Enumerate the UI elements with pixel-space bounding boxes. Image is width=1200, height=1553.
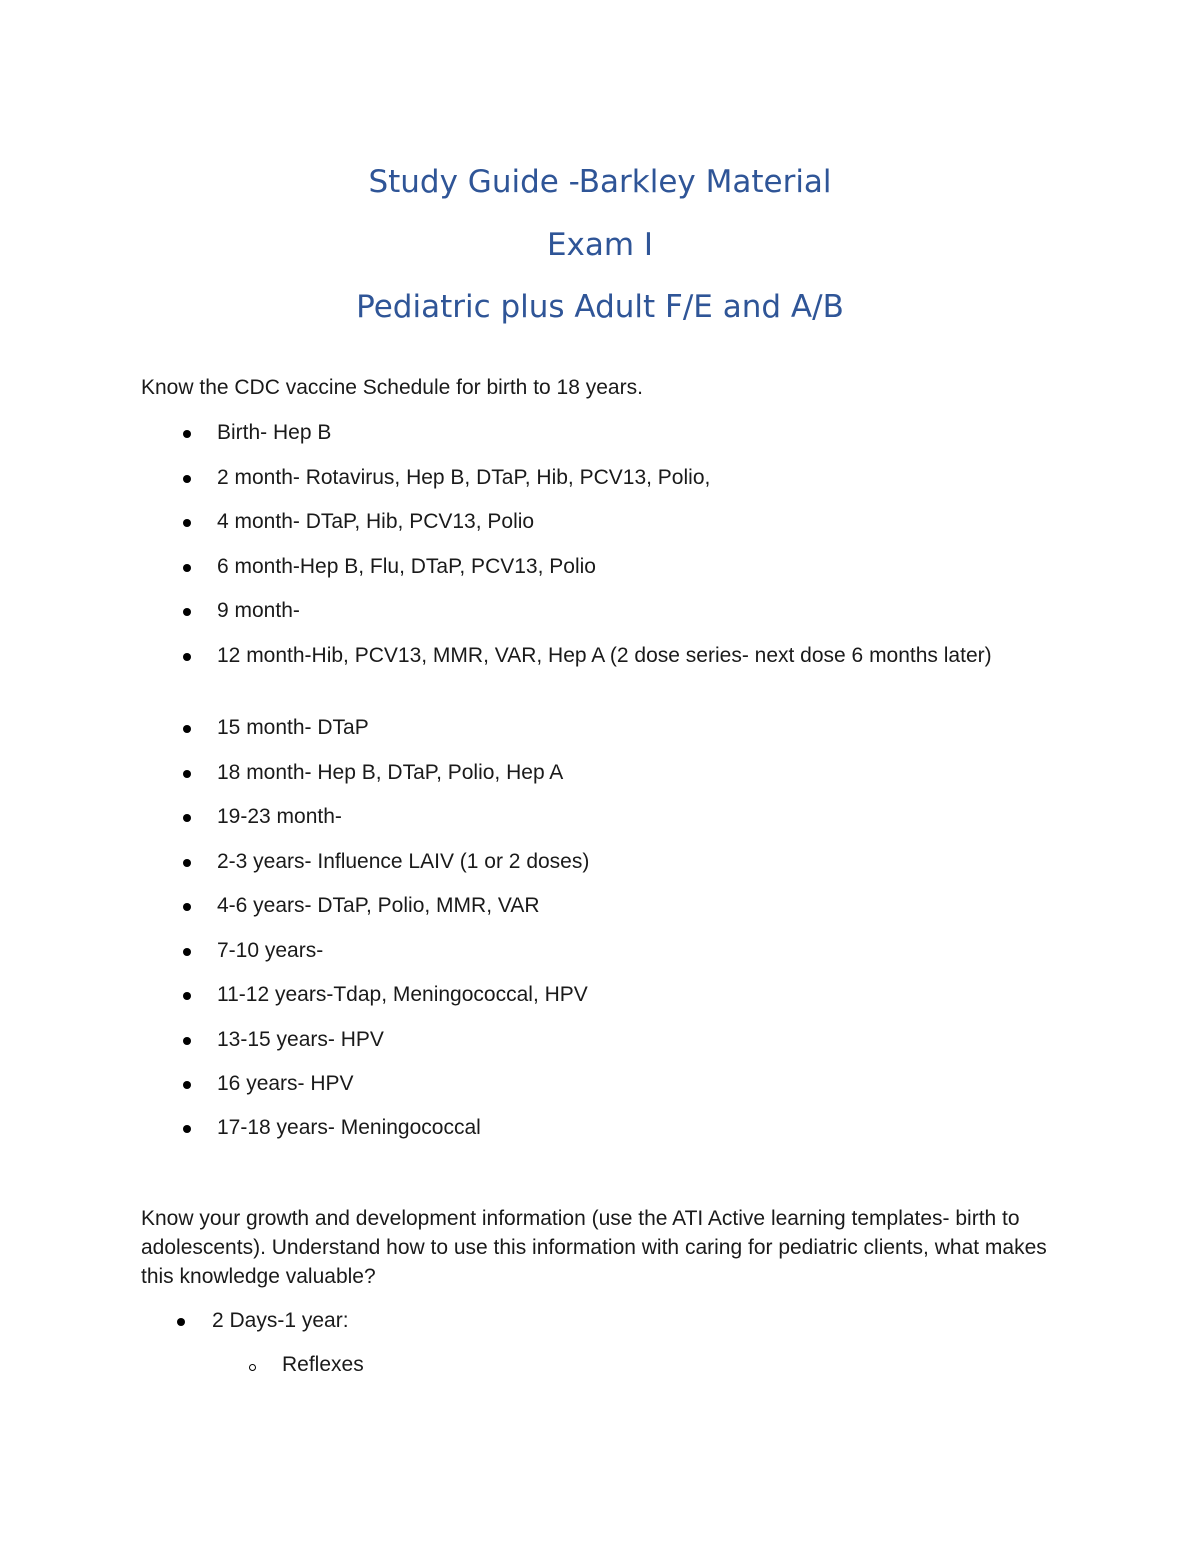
list-item-text: 7-10 years- [217,939,324,962]
list-item-text: 2 Days-1 year: [212,1309,349,1332]
bullet-icon [183,903,191,911]
bullet-icon [183,948,191,956]
list-item-text: 13-15 years- HPV [217,1028,384,1051]
document-subtitle-topic: Pediatric plus Adult F/E and A/B [356,289,844,325]
bullet-icon [183,770,191,778]
bullet-icon [183,475,191,483]
list-item-text: 18 month- Hep B, DTaP, Polio, Hep A [217,761,564,784]
list-item-text: 2 month- Rotavirus, Hep B, DTaP, Hib, PCV13, Polio, [217,466,711,489]
bullet-icon [183,859,191,867]
bullet-icon [183,1081,191,1089]
bullet-icon [183,608,191,616]
bullet-icon [183,725,191,733]
bullet-icon [177,1318,185,1326]
document-subtitle-exam: Exam I [546,227,654,263]
list-item-text: Birth- Hep B [217,421,332,444]
bullet-icon [183,564,191,572]
list-item-text: 15 month- DTaP [217,716,369,739]
bullet-icon [183,1037,191,1045]
bullet-icon [183,430,191,438]
bullet-icon [183,992,191,1000]
growth-intro-paragraph: Know your growth and development information (use the ATI Active learning templates- birth to adolescents). Understand how to use this information with caring for pediatric clients, what makes this knowledge valuable? [141,1207,1047,1288]
list-item-text: 12 month-Hib, PCV13, MMR, VAR, Hep A (2 dose series- next dose 6 months later) [217,644,992,667]
list-item-text: 4-6 years- DTaP, Polio, MMR, VAR [217,894,540,917]
list-item-text: 6 month-Hep B, Flu, DTaP, PCV13, Polio [217,555,596,578]
list-item-text: 11-12 years-Tdap, Meningococcal, HPV [217,983,588,1006]
bullet-icon [183,519,191,527]
list-item-text: 16 years- HPV [217,1072,354,1095]
hollow-bullet-icon [249,1364,256,1371]
list-item-text: 19-23 month- [217,805,342,828]
bullet-icon [183,814,191,822]
list-item-text: 4 month- DTaP, Hib, PCV13, Polio [217,510,535,533]
list-item-text: 9 month- [217,599,300,622]
document-title: Study Guide -Barkley Material [368,164,832,200]
bullet-icon [183,1125,191,1133]
list-item-text: 2-3 years- Influence LAIV (1 or 2 doses) [217,850,590,873]
list-item-text: 17-18 years- Meningococcal [217,1116,481,1139]
bullet-icon [183,653,191,661]
sub-list-item-text: Reflexes [282,1353,364,1376]
vaccine-intro-paragraph: Know the CDC vaccine Schedule for birth to 18 years. [141,376,643,399]
